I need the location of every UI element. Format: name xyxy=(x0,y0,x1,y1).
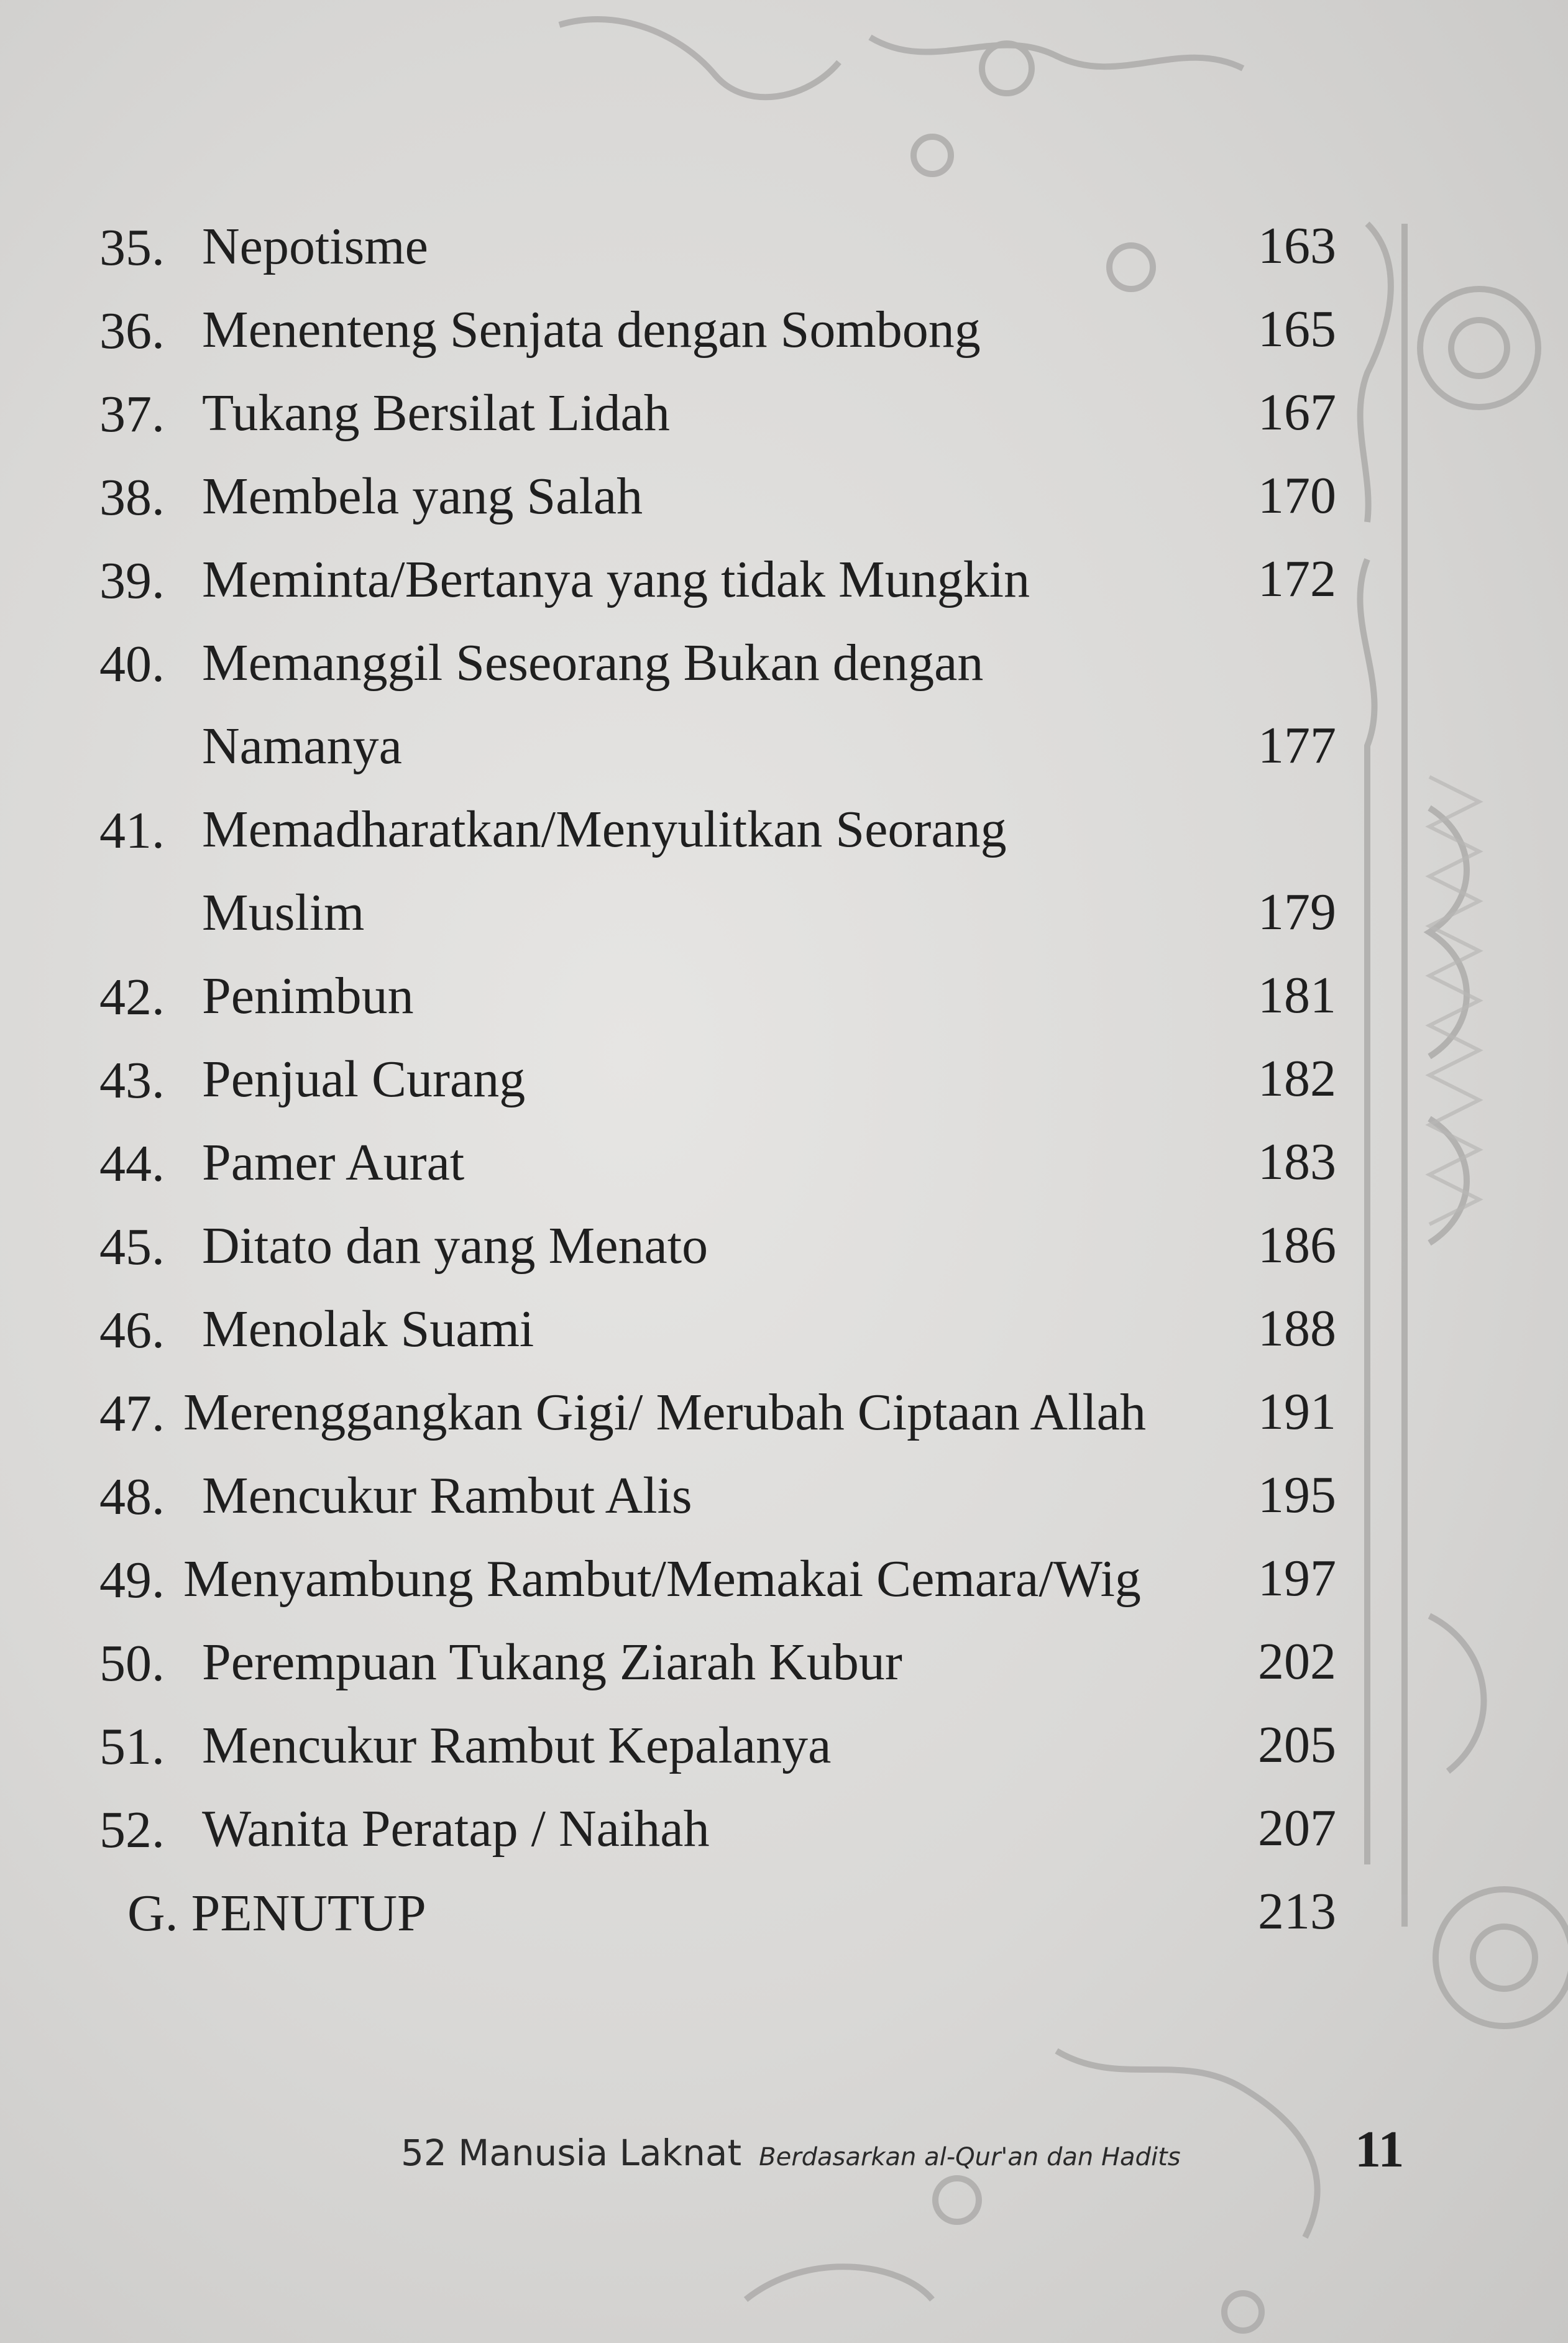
toc-entry-52[interactable] xyxy=(99,1787,1336,1871)
entry-title: Penjual Curang xyxy=(202,1050,526,1108)
entry-page-number: 181 xyxy=(1258,966,1336,1024)
entry-number: 43. xyxy=(99,1052,165,1109)
entry-number: 39. xyxy=(99,552,165,610)
entry-title-line-2: Muslim xyxy=(202,884,365,942)
toc-entry-45[interactable] xyxy=(99,1204,1336,1288)
entry-number: 36. xyxy=(99,302,165,360)
toc-entry-35[interactable] xyxy=(99,205,1336,288)
toc-entry-penutup[interactable] xyxy=(99,1871,1336,1954)
entry-title xyxy=(202,621,1196,788)
entry-title: Mencukur Rambut Alis xyxy=(202,1467,692,1525)
entry-number: 42. xyxy=(99,968,165,1026)
entry-title-line-1: Memadharatkan/Menyulitkan Seorang xyxy=(202,800,1007,858)
toc-entry-49[interactable] xyxy=(99,1538,1336,1621)
entry-number: 50. xyxy=(99,1635,165,1692)
entry-number: 52. xyxy=(99,1801,165,1859)
entry-title: Meminta/Bertanya yang tidak Mungkin xyxy=(202,551,1030,608)
entry-number: 37. xyxy=(99,385,165,443)
toc-entry-40[interactable] xyxy=(99,621,1336,788)
entry-title: Menolak Suami xyxy=(202,1300,534,1358)
entry-number: 35. xyxy=(99,219,165,277)
toc-entry-42[interactable] xyxy=(99,955,1336,1038)
entry-page-number: 163 xyxy=(1258,217,1336,275)
entry-title: Nepotisme xyxy=(202,218,428,275)
toc-entry-38[interactable] xyxy=(99,455,1336,538)
entry-page-number: 213 xyxy=(1258,1882,1336,1940)
entry-number: 48. xyxy=(99,1468,165,1526)
table-of-contents xyxy=(99,205,1336,1954)
entry-page-number: 197 xyxy=(1258,1549,1336,1607)
toc-entry-44[interactable] xyxy=(99,1121,1336,1204)
toc-entry-43[interactable] xyxy=(99,1038,1336,1121)
entry-number: 49. xyxy=(99,1551,165,1609)
entry-page-number: 205 xyxy=(1258,1716,1336,1774)
entry-title: Mencukur Rambut Kepalanya xyxy=(202,1717,832,1774)
entry-page-number: 170 xyxy=(1258,467,1336,525)
entry-title-line-2: Namanya xyxy=(202,717,402,775)
entry-page-number: 172 xyxy=(1258,550,1336,608)
entry-number: 38. xyxy=(99,469,165,526)
page-folio-number: 11 xyxy=(1355,2121,1405,2178)
entry-title: Pamer Aurat xyxy=(202,1134,465,1191)
entry-title: Menyambung Rambut/Memakai Cemara/Wig xyxy=(183,1550,1141,1608)
entry-title: G. PENUTUP xyxy=(127,1884,426,1942)
entry-title: Tukang Bersilat Lidah xyxy=(202,384,670,442)
entry-title xyxy=(202,788,1196,955)
entry-number: 45. xyxy=(99,1218,165,1276)
entry-number: 47. xyxy=(99,1385,165,1442)
entry-number: 41. xyxy=(99,802,165,860)
entry-page-number: 183 xyxy=(1258,1133,1336,1191)
entry-page-number: 179 xyxy=(1258,883,1336,941)
entry-page-number: 207 xyxy=(1258,1799,1336,1857)
entry-title: Perempuan Tukang Ziarah Kubur xyxy=(202,1633,902,1691)
entry-page-number: 195 xyxy=(1258,1466,1336,1524)
entry-page-number: 177 xyxy=(1258,717,1336,774)
entry-page-number: 167 xyxy=(1258,383,1336,441)
toc-entry-50[interactable] xyxy=(99,1621,1336,1704)
footer-subtitle: Berdasarkan al-Qur'an dan Hadits xyxy=(759,2143,1181,2171)
toc-entry-41[interactable] xyxy=(99,788,1336,955)
toc-entry-39[interactable] xyxy=(99,538,1336,621)
toc-entry-47[interactable] xyxy=(99,1371,1336,1454)
toc-entry-51[interactable] xyxy=(99,1704,1336,1787)
toc-entry-46[interactable] xyxy=(99,1288,1336,1371)
entry-title: Membela yang Salah xyxy=(202,467,643,525)
entry-title: Ditato dan yang Menato xyxy=(202,1217,708,1275)
entry-number: 51. xyxy=(99,1718,165,1776)
entry-number: 44. xyxy=(99,1135,165,1193)
page-footer xyxy=(0,2119,1568,2194)
entry-title: Wanita Peratap / Naihah xyxy=(202,1800,710,1858)
footer-book-title xyxy=(401,2132,1181,2174)
entry-title-line-1: Memanggil Seseorang Bukan dengan xyxy=(202,634,984,692)
entry-number: 46. xyxy=(99,1301,165,1359)
entry-title: Menenteng Senjata dengan Sombong xyxy=(202,301,981,359)
toc-entry-36[interactable] xyxy=(99,288,1336,372)
footer-title: 52 Manusia Laknat xyxy=(401,2132,742,2174)
entry-page-number: 188 xyxy=(1258,1300,1336,1357)
entry-number: 40. xyxy=(99,635,165,693)
toc-entry-37[interactable] xyxy=(99,372,1336,455)
entry-page-number: 186 xyxy=(1258,1216,1336,1274)
entry-page-number: 165 xyxy=(1258,300,1336,358)
entry-title: Penimbun xyxy=(202,967,414,1025)
entry-page-number: 191 xyxy=(1258,1383,1336,1441)
entry-page-number: 202 xyxy=(1258,1633,1336,1690)
entry-title: Merenggangkan Gigi/ Merubah Ciptaan Allah xyxy=(183,1383,1146,1441)
toc-entry-48[interactable] xyxy=(99,1454,1336,1538)
entry-page-number: 182 xyxy=(1258,1050,1336,1107)
